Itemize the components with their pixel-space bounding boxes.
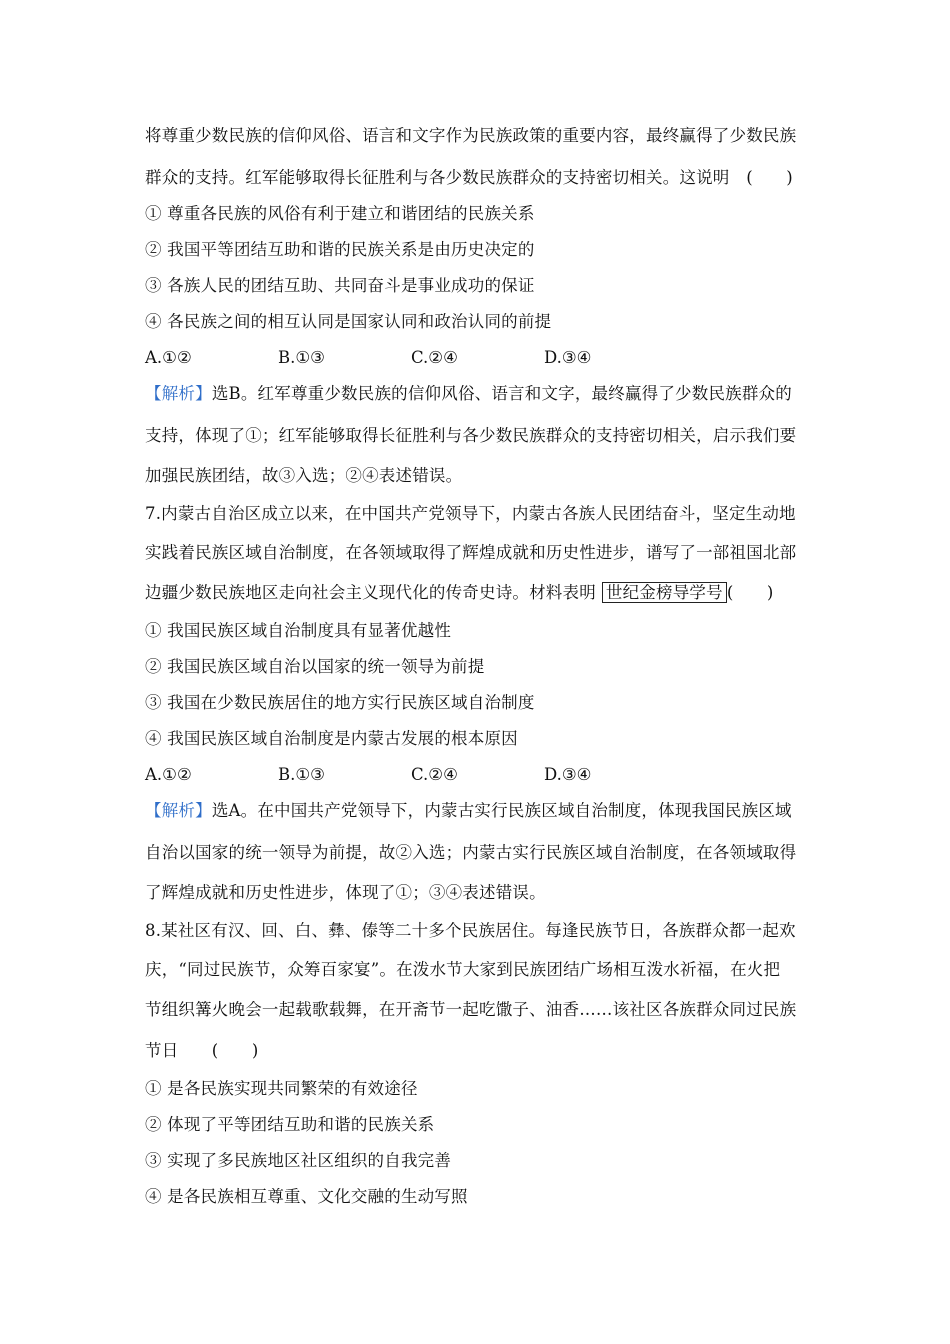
source-tag-box: 世纪金榜导学号 [602, 582, 727, 603]
q6-option-b: B.①③ [278, 348, 325, 367]
q8-statement-3: ③ 实现了多民族地区社区组织的自我完善 [145, 1151, 452, 1170]
q8-stem-line-3: 节组织篝火晚会一起载歌载舞，在开斋节一起吃馓子、油香……该社区各族群众同过民族 [145, 1000, 797, 1019]
q6-stem-line-1: 将尊重少数民族的信仰风俗、语言和文字作为民族政策的重要内容，最终赢得了少数民族 [145, 126, 797, 145]
analysis-tag: 【解析】 [145, 801, 212, 820]
q7-option-b: B.①③ [278, 765, 325, 784]
q7-stem-text-3: 边疆少数民族地区走向社会主义现代化的传奇史诗。材料表明 [145, 583, 596, 602]
q6-analysis-text-1: 选B。红军尊重少数民族的信仰风俗、语言和文字，最终赢得了少数民族群众的 [211, 384, 792, 403]
q7-statement-2: ② 我国民族区域自治以国家的统一领导为前提 [145, 657, 485, 676]
q6-statement-3: ③ 各族人民的团结互助、共同奋斗是事业成功的保证 [145, 276, 535, 295]
q6-option-a: A.①② [145, 348, 192, 367]
analysis-tag: 【解析】 [145, 384, 212, 403]
q6-statement-1: ① 尊重各民族的风俗有利于建立和谐团结的民族关系 [145, 204, 535, 223]
q6-option-c: C.②④ [411, 348, 458, 367]
q7-analysis-line-1 [145, 800, 792, 822]
q7-option-c: C.②④ [411, 765, 458, 784]
q7-analysis-line-3: 了辉煌成就和历史性进步，体现了①；③④表述错误。 [145, 883, 546, 902]
q7-option-d: D.③④ [544, 765, 592, 784]
q6-analysis-line-2: 支持，体现了①；红军能够取得长征胜利与各少数民族群众的支持密切相关，启示我们要 [145, 426, 797, 445]
q8-statement-1: ① 是各民族实现共同繁荣的有效途径 [145, 1079, 418, 1098]
q6-statement-2: ② 我国平等团结互助和谐的民族关系是由历史决定的 [145, 240, 535, 259]
q6-option-d: D.③④ [544, 348, 592, 367]
q7-stem-line-3 [145, 582, 774, 604]
q7-option-a: A.①② [145, 765, 192, 784]
q7-statement-1: ① 我国民族区域自治制度具有显著优越性 [145, 621, 452, 640]
q6-analysis-line-1 [145, 383, 792, 405]
q8-statement-2: ② 体现了平等团结互助和谐的民族关系 [145, 1115, 435, 1134]
q7-stem-line-2: 实践着民族区域自治制度，在各领域取得了辉煌成就和历史性进步，谱写了一部祖国北部 [145, 543, 797, 562]
q7-stem-line-1: 7.内蒙古自治区成立以来，在中国共产党领导下，内蒙古各族人民团结奋斗，坚定生动地 [145, 504, 796, 523]
q7-analysis-text-1: 选A。在中国共产党领导下，内蒙古实行民族区域自治制度，体现我国民族区域 [211, 801, 792, 820]
q6-stem-line-2: 群众的支持。红军能够取得长征胜利与各少数民族群众的支持密切相关。这说明 ( ) [145, 168, 793, 187]
q7-answer-paren: ( ) [726, 583, 774, 602]
q8-stem-line-1: 8.某社区有汉、回、白、彝、傣等二十多个民族居住。每逢民族节日，各族群众都一起欢 [145, 921, 796, 940]
q7-statement-4: ④ 我国民族区域自治制度是内蒙古发展的根本原因 [145, 729, 518, 748]
q8-statement-4: ④ 是各民族相互尊重、文化交融的生动写照 [145, 1187, 468, 1206]
q7-analysis-line-2: 自治以国家的统一领导为前提，故②入选；内蒙古实行民族区域自治制度，在各领域取得 [145, 843, 797, 862]
q8-stem-line-2: 庆，“同过民族节，众筹百家宴”。在泼水节大家到民族团结广场相互泼水祈福，在火把 [145, 960, 781, 979]
q6-analysis-line-3: 加强民族团结，故③入选；②④表述错误。 [145, 466, 463, 485]
q7-statement-3: ③ 我国在少数民族居住的地方实行民族区域自治制度 [145, 693, 535, 712]
q8-stem-line-4: 节日 ( ) [145, 1041, 259, 1060]
q6-statement-4: ④ 各民族之间的相互认同是国家认同和政治认同的前提 [145, 312, 552, 331]
